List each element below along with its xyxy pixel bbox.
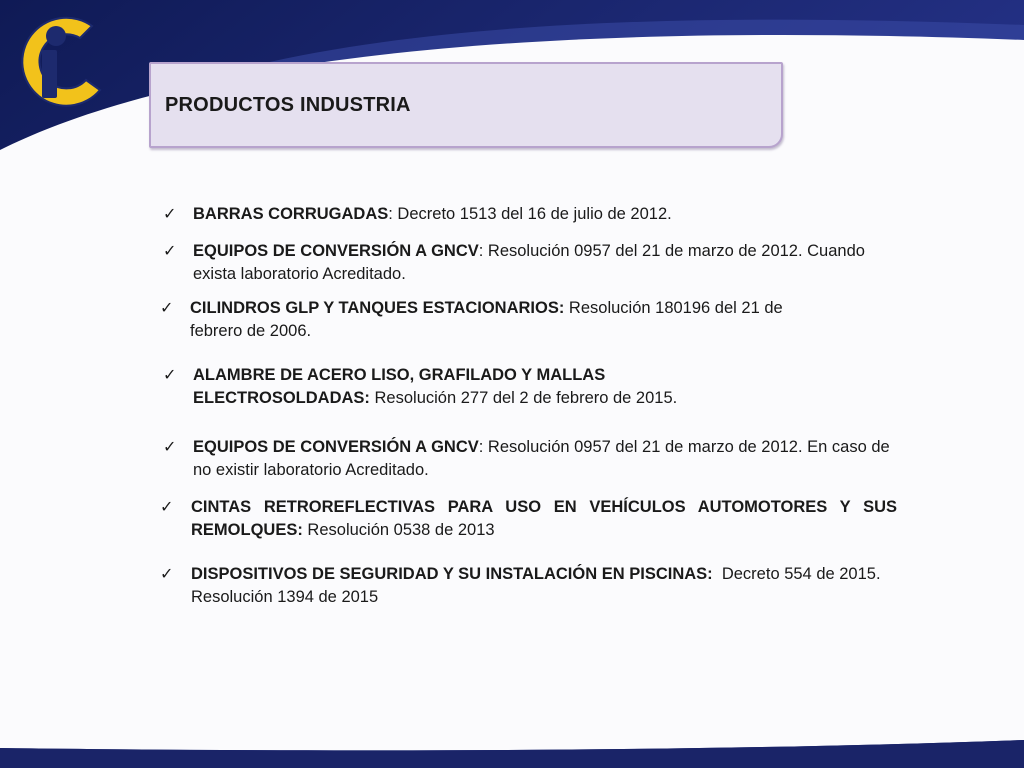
checkmark-icon: ✓ [163, 206, 177, 223]
checkmark-icon: ✓ [160, 566, 174, 583]
item-text: : Resolución 0957 del 21 de marzo de 2012. Cuando exista laboratorio Acreditado. [193, 242, 865, 283]
item-bold: CILINDROS GLP Y TANQUES ESTACIONARIOS: [190, 299, 565, 317]
item-text: Resolución 277 del 2 de febrero de 2015. [369, 389, 678, 407]
checkmark-icon: ✓ [160, 499, 174, 516]
checkmark-icon: ✓ [160, 300, 174, 317]
item-bold: EQUIPOS DE CONVERSIÓN A GNCV [193, 242, 479, 260]
item-bold: ALAMBRE DE ACERO LISO, GRAFILADO Y MALLAS ELECTROSOLDADAS: [193, 366, 606, 407]
item-text: : Decreto 1513 del 16 de julio de 2012. [388, 205, 672, 223]
checkmark-icon: ✓ [163, 243, 177, 260]
slide-title: PRODUCTOS INDUSTRIA [165, 94, 411, 116]
item-bold: EQUIPOS DE CONVERSIÓN A GNCV [193, 438, 479, 456]
item-bold: CINTAS RETROREFLECTIVAS PARA USO EN VEHÍCULOS AUTOMOTORES Y SUS [191, 498, 897, 516]
item-text: : Resolución 0957 del 21 de marzo de 2012. En caso de no existir laboratorio Acreditado. [193, 438, 890, 479]
item-text: Decreto 554 de 2015. Resolución 1394 de 2015 [191, 565, 886, 606]
item-bold: BARRAS CORRUGADAS [193, 205, 389, 223]
checkmark-icon: ✓ [163, 367, 177, 384]
company-logo [10, 8, 110, 112]
item-text: Resolución 180196 del 21 de febrero de 2006. [190, 299, 783, 340]
checkmark-icon: ✓ [163, 439, 177, 456]
item-text: Resolución 0538 de 2013 [302, 521, 495, 539]
title-box [149, 62, 783, 148]
item-bold: DISPOSITIVOS DE SEGURIDAD Y SU INSTALACIÓN EN PISCINAS: [191, 565, 713, 583]
item-bold-continued: REMOLQUES: [191, 521, 303, 539]
